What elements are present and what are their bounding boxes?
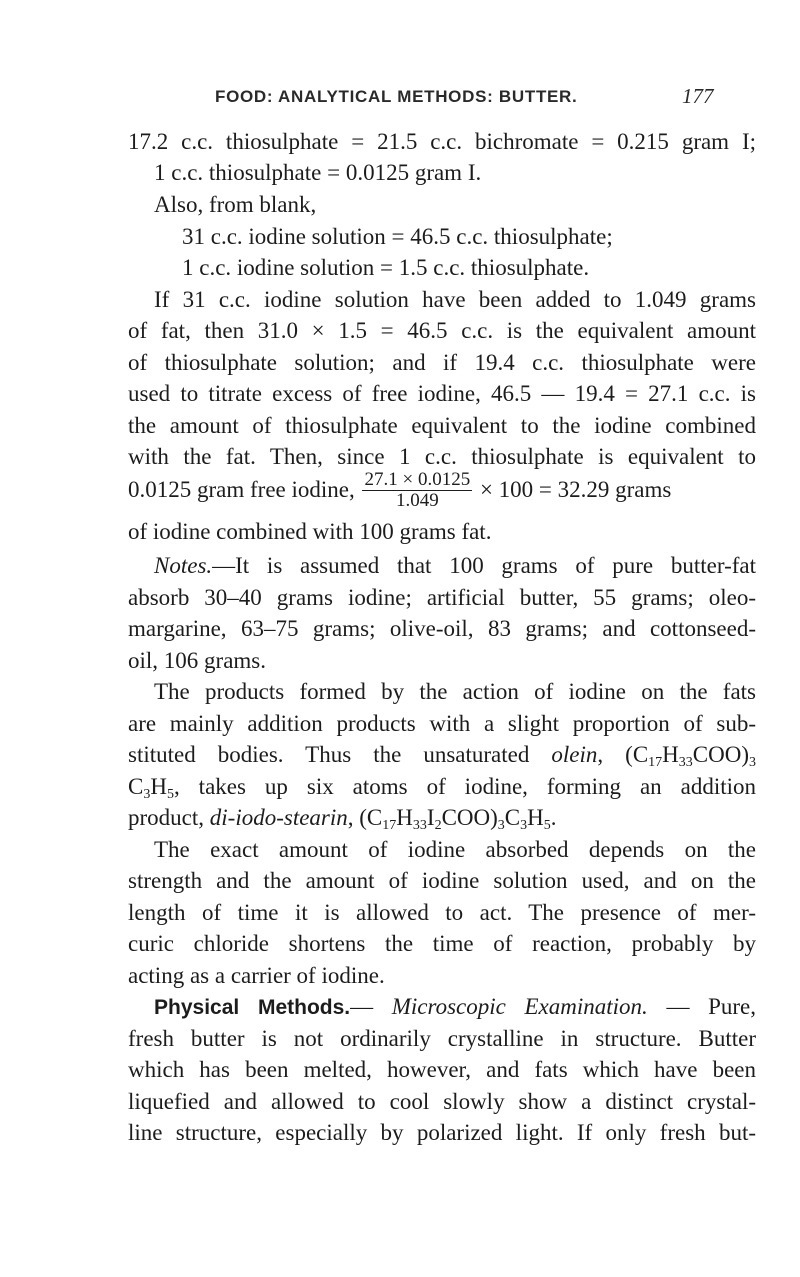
subscript: 3 bbox=[520, 818, 528, 833]
text-span: C bbox=[504, 805, 521, 830]
text-span: COO) bbox=[692, 742, 750, 767]
formula-lead: 0.0125 gram free iodine, bbox=[128, 477, 355, 502]
text-span: . bbox=[550, 805, 557, 830]
text-line: If 31 c.c. iodine solution have been added to 1.049 grams bbox=[154, 287, 756, 312]
text-span: H bbox=[396, 805, 413, 830]
text-line bbox=[154, 551, 756, 581]
text-span: , (C bbox=[347, 805, 383, 830]
running-title: FOOD: ANALYTICAL METHODS: BUTTER. bbox=[215, 87, 578, 106]
text-line: acting as a carrier of iodine. bbox=[128, 963, 385, 988]
text-line-formula bbox=[128, 772, 756, 802]
text-line: The exact amount of iodine absorbed depends on the bbox=[154, 837, 756, 862]
fraction-denominator: 1.049 bbox=[395, 490, 439, 512]
text-span: , (C bbox=[597, 742, 649, 767]
notes-heading: Notes. bbox=[154, 553, 213, 578]
text-line: The products formed by the action of iodine on the fats bbox=[154, 679, 756, 704]
subscript: 33 bbox=[678, 755, 693, 770]
subscript: 5 bbox=[543, 818, 551, 833]
subscript: 3 bbox=[749, 755, 757, 770]
text-line: 1 c.c. thiosulphate = 0.0125 gram I. bbox=[154, 160, 482, 185]
text-line: strength and the amount of iodine solution used, and on the bbox=[128, 868, 756, 893]
text-line-formula bbox=[128, 740, 756, 770]
subscript: 33 bbox=[412, 818, 427, 833]
text-span: H bbox=[150, 774, 167, 799]
subsection-heading: Microscopic Examination. bbox=[391, 994, 648, 1019]
text-line: Also, from blank, bbox=[154, 192, 317, 217]
text-span: — Pure, bbox=[647, 994, 756, 1019]
text-line: the amount of thiosulphate equivalent to the iodine combined bbox=[128, 413, 756, 438]
text-line: 1 c.c. iodine solution = 1.5 c.c. thiosulphate. bbox=[182, 255, 590, 280]
text-line: line structure, especially by polarized light. If only fresh but- bbox=[128, 1120, 756, 1145]
fraction-numerator: 27.1 × 0.0125 bbox=[364, 469, 471, 491]
text-line: length of time it is allowed to act. The presence of mer- bbox=[128, 900, 756, 925]
notes-text: —It is assumed that 100 grams of pure butter-fat bbox=[212, 553, 756, 578]
subscript: 5 bbox=[166, 787, 174, 802]
text-line: of fat, then 31.0 × 1.5 = 46.5 c.c. is the equivalent amount bbox=[128, 318, 756, 343]
text-line: of thiosulphate solution; and if 19.4 c.c. thiosulphate were bbox=[128, 350, 756, 375]
text-line: which has been melted, however, and fats which have been bbox=[128, 1057, 756, 1082]
text-line: absorb 30–40 grams iodine; artificial butter, 55 grams; oleo- bbox=[128, 585, 756, 610]
subscript: 2 bbox=[434, 818, 442, 833]
text-span: I bbox=[426, 805, 435, 830]
formula-line bbox=[128, 468, 671, 512]
term-di-iodo-stearin: di-iodo-stearin bbox=[209, 805, 348, 830]
text-span: H bbox=[662, 742, 679, 767]
text-span: product, bbox=[128, 805, 210, 830]
section-heading: Physical Methods. bbox=[154, 996, 351, 1019]
page-number: 177 bbox=[682, 84, 714, 108]
fraction bbox=[362, 470, 472, 511]
text-line: with the fat. Then, since 1 c.c. thiosulphate is equivalent to bbox=[128, 444, 756, 469]
subscript: 17 bbox=[382, 818, 397, 833]
text-line-formula bbox=[128, 803, 557, 833]
text-line: 31 c.c. iodine solution = 46.5 c.c. thiosulphate; bbox=[182, 224, 613, 249]
text-line: used to titrate excess of free iodine, 46.5 — 19.4 = 27.1 c.c. is bbox=[128, 381, 756, 406]
text-line: 17.2 c.c. thiosulphate = 21.5 c.c. bichromate = 0.215 gram I; bbox=[128, 129, 756, 154]
text-span: H bbox=[527, 805, 544, 830]
subscript: 3 bbox=[143, 787, 151, 802]
text-span: , takes up six atoms of iodine, forming an addition bbox=[173, 774, 756, 799]
text-line: liquefied and allowed to cool slowly show a distinct crystal- bbox=[128, 1089, 756, 1114]
subscript: 3 bbox=[497, 818, 505, 833]
subscript: 17 bbox=[648, 755, 663, 770]
text-line: are mainly addition products with a slight proportion of sub- bbox=[128, 711, 756, 736]
text-span: COO) bbox=[441, 805, 498, 830]
section-heading-line bbox=[154, 992, 756, 1023]
text-line: margarine, 63–75 grams; olive-oil, 83 grams; and cottonseed- bbox=[128, 616, 756, 641]
formula-result: × 100 = 32.29 grams bbox=[479, 477, 672, 502]
term-olein: olein bbox=[551, 742, 598, 767]
text-line: oil, 106 grams. bbox=[128, 648, 266, 673]
text-line: fresh butter is not ordinarily crystalline in structure. Butter bbox=[128, 1026, 756, 1051]
text-span: stituted bodies. Thus the unsaturated bbox=[128, 742, 552, 767]
text-span: — bbox=[350, 994, 392, 1019]
text-span: C bbox=[128, 774, 144, 799]
text-line: curic chloride shortens the time of reaction, probably by bbox=[128, 931, 756, 956]
text-line: of iodine combined with 100 grams fat. bbox=[128, 519, 492, 544]
